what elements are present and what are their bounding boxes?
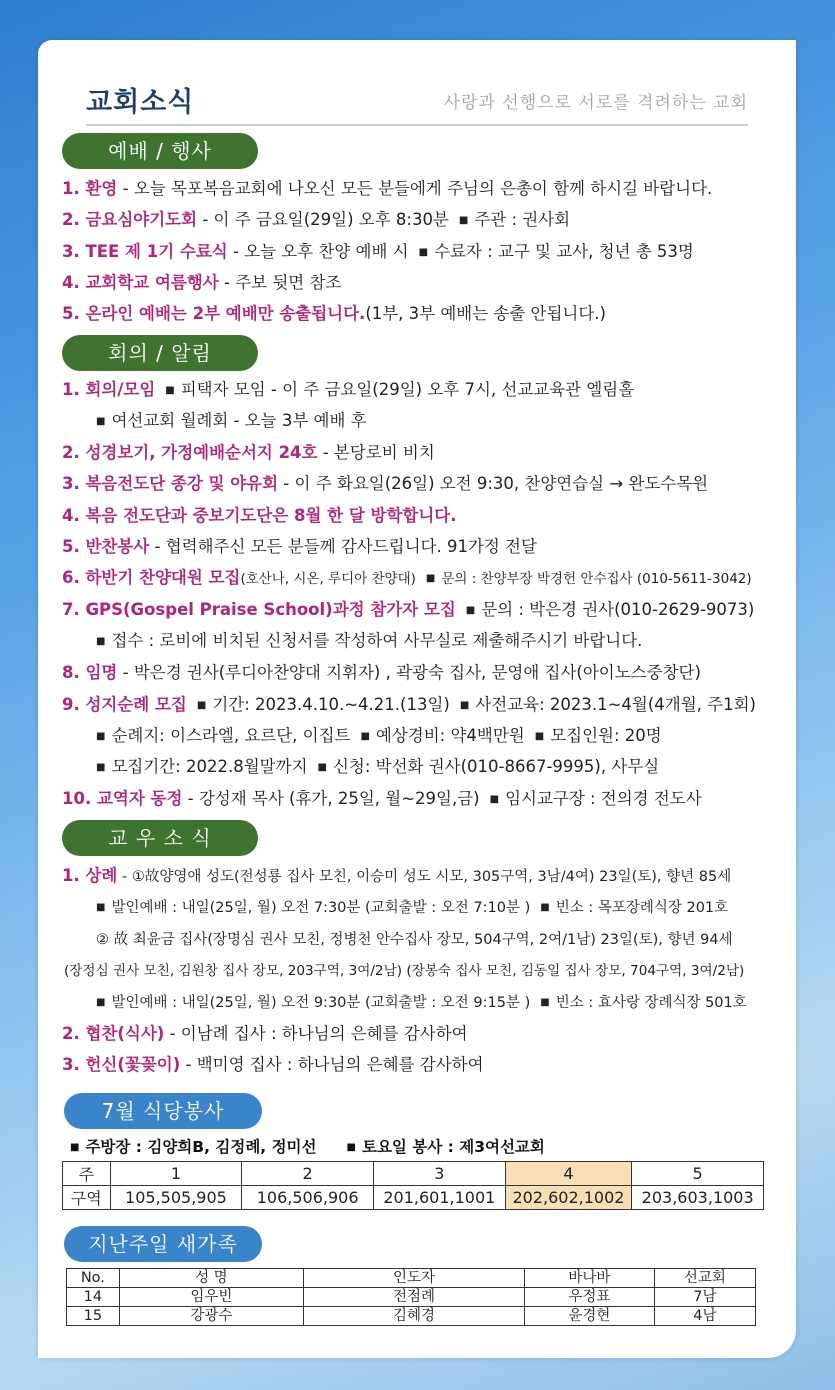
worship-item-2 bbox=[62, 207, 778, 233]
meeting-item-4 bbox=[62, 503, 778, 529]
item-text: - 백미영 집사 : 하나님의 은혜를 감사하여 bbox=[180, 1055, 484, 1074]
news-item-1-sub1 bbox=[62, 895, 778, 921]
table-cell: 5 bbox=[632, 1162, 764, 1186]
bulletin-card bbox=[38, 40, 796, 1358]
bullet-text: ■ 문의 : 박은경 권사(010-2629-9073) bbox=[456, 600, 755, 619]
bullet-text: ■ 접수 : 로비에 비치된 신청서를 작성하여 사무실로 제출해주시기 바랍니다. bbox=[86, 631, 642, 650]
meeting-item-9-sub1 bbox=[62, 723, 778, 749]
bullet-text: ■ 수료자 : 교구 및 교사, 청년 총 53명 bbox=[409, 242, 694, 261]
item-text: - 오늘 오후 찬양 예배 시 bbox=[227, 242, 409, 261]
newfamily-table bbox=[66, 1268, 756, 1326]
bullet-text: ■ 문의 : 찬양부장 박경헌 안수집사 (010-5611-3042) bbox=[416, 571, 752, 587]
table-cell: 1 bbox=[110, 1162, 242, 1186]
table-row bbox=[63, 1186, 764, 1210]
bullet-text: ■ 기간: 2023.4.10.~4.21.(13일) bbox=[187, 695, 450, 714]
item-heading: 3. TEE 제 1기 수료식 bbox=[62, 242, 228, 261]
news-item-1 bbox=[62, 863, 778, 889]
item-heading: 5. 반찬봉사 bbox=[62, 537, 150, 556]
table-cell: 201,601,1001 bbox=[373, 1186, 505, 1210]
table-header: No. bbox=[67, 1269, 120, 1288]
meeting-item-9-sub2 bbox=[62, 754, 778, 780]
table-header: 인도자 bbox=[304, 1269, 525, 1288]
item-text: (장정심 권사 모친, 김원창 집사 장모, 203구역, 3여/2남) (장봉숙 집사 모친, 김동일 집사 장모, 704구역, 3여/2남) bbox=[64, 963, 745, 979]
meeting-item-1 bbox=[62, 377, 778, 403]
table-cell: 전점례 bbox=[304, 1288, 525, 1307]
table-row bbox=[63, 1162, 764, 1186]
item-heading: 3. 헌신(꽃꽂이) bbox=[62, 1055, 181, 1074]
table-cell: 7남 bbox=[654, 1288, 755, 1307]
item-text: - 협력해주신 모든 분들께 감사드립니다. 91가정 전달 bbox=[149, 537, 537, 556]
item-heading: 4. 교회학교 여름행사 bbox=[62, 273, 219, 292]
news-item-2 bbox=[62, 1021, 778, 1047]
table-cell: 우정표 bbox=[524, 1288, 654, 1307]
table-cell: 윤경현 bbox=[524, 1307, 654, 1326]
item-heading: 1. 회의/모임 bbox=[62, 380, 156, 399]
worship-item-1 bbox=[62, 176, 778, 202]
item-heading: 8. 임명 bbox=[62, 663, 118, 682]
table-cell: 4남 bbox=[654, 1307, 755, 1326]
section-pill-meeting: 회의 / 알림 bbox=[62, 335, 258, 371]
table-header-row bbox=[67, 1269, 756, 1288]
service-table bbox=[62, 1161, 764, 1210]
table-header: 바나바 bbox=[524, 1269, 654, 1288]
item-heading: 1. 환영 bbox=[62, 179, 118, 198]
table-cell: 김혜경 bbox=[304, 1307, 525, 1326]
bullet-text: ■ 여선교회 월례회 - 오늘 3부 예배 후 bbox=[86, 411, 367, 430]
item-text: ② 故 최윤금 집사(장명심 권사 모친, 정병천 안수집사 장모, 504구역, 2여/1남) 23일(토), 향년 94세 bbox=[96, 932, 733, 948]
news-item-1-relatives bbox=[62, 958, 778, 984]
bullet-text: ■ 토요일 봉사 : 제3여선교회 bbox=[337, 1138, 545, 1156]
section-pill-newfamily: 지난주일 새가족 bbox=[64, 1226, 262, 1262]
item-heading: 2. 협찬(식사) bbox=[62, 1024, 165, 1043]
worship-item-3 bbox=[62, 239, 778, 265]
meeting-item-10 bbox=[62, 786, 778, 812]
item-text: - 본당로비 비치 bbox=[317, 443, 435, 462]
section-pill-news: 교 우 소 식 bbox=[62, 820, 258, 856]
bullet-text: ■ 발인예배 : 내일(25일, 월) 오전 7:30분 (교회출발 : 오전 7:10분 ) bbox=[86, 900, 530, 916]
item-text: - 이남례 집사 : 하나님의 은혜를 감사하여 bbox=[164, 1024, 468, 1043]
worship-item-5 bbox=[62, 301, 778, 327]
bullet-text: ■ 피택자 모임 - 이 주 금요일(29일) 오후 7시, 선교교육관 엘림홀 bbox=[155, 380, 634, 399]
news-item-1-sub2 bbox=[62, 990, 778, 1016]
news-item-1-second bbox=[62, 927, 778, 953]
item-text: (1부, 3부 예배는 송출 안됩니다.) bbox=[365, 304, 606, 323]
bullet-text: ■ 빈소 : 효사랑 장례식장 501호 bbox=[530, 995, 747, 1011]
table-cell: 2 bbox=[242, 1162, 374, 1186]
table-cell: 202,602,1002 bbox=[505, 1186, 632, 1210]
table-row bbox=[67, 1288, 756, 1307]
item-heading: 10. 교역자 동정 bbox=[62, 789, 183, 808]
service-staff bbox=[60, 1135, 545, 1157]
bullet-text: ■ 신청: 박선화 권사(010-8667-9995), 사무실 bbox=[308, 757, 660, 776]
item-heading: 3. 복음전도단 종강 및 야유회 bbox=[62, 474, 279, 493]
item-heading: 5. 온라인 예배는 2부 예배만 송출됩니다. bbox=[62, 304, 366, 323]
table-header: 선교회 bbox=[654, 1269, 755, 1288]
header-divider bbox=[86, 124, 748, 126]
meeting-item-1-sub bbox=[62, 408, 778, 434]
item-heading: 4. 복음 전도단과 중보기도단은 8월 한 달 방학합니다. bbox=[62, 506, 457, 525]
table-cell: 강광수 bbox=[119, 1307, 303, 1326]
item-text: - ①故양영애 성도(전성룡 집사 모친, 이승미 성도 시모, 305구역, 3남/4여) 23일(토), 향년 85세 bbox=[117, 869, 732, 885]
item-text: - 이 주 금요일(29일) 오후 8:30분 bbox=[197, 210, 449, 229]
meeting-item-5 bbox=[62, 534, 778, 560]
page-subtitle: 사랑과 선행으로 서로를 격려하는 교회 bbox=[443, 93, 748, 113]
item-text: - 강성재 목사 (휴가, 25일, 월~29일,금) bbox=[182, 789, 480, 808]
page-title: 교회소식 bbox=[86, 87, 195, 118]
table-header: 성 명 bbox=[119, 1269, 303, 1288]
bullet-text: ■ 주방장 : 김양희B, 김정례, 정미선 bbox=[60, 1138, 317, 1156]
bullet-text: ■ 발인예배 : 내일(25일, 월) 오전 9:30분 (교회출발 : 오전 9:15분 ) bbox=[86, 995, 530, 1011]
table-cell: 주 bbox=[63, 1162, 111, 1186]
table-cell: 15 bbox=[67, 1307, 120, 1326]
table-cell: 203,603,1003 bbox=[632, 1186, 764, 1210]
section-pill-worship: 예배 / 행사 bbox=[62, 133, 258, 169]
item-text: - 오늘 목포복음교회에 나오신 모든 분들에게 주님의 은총이 함께 하시길 바랍니다. bbox=[117, 179, 713, 198]
bullet-text: ■ 사전교육: 2023.1~4월(4개월, 주1회) bbox=[450, 695, 756, 714]
table-cell: 임우빈 bbox=[119, 1288, 303, 1307]
news-item-3 bbox=[62, 1052, 778, 1078]
table-cell: 4 bbox=[505, 1162, 632, 1186]
meeting-item-2 bbox=[62, 440, 778, 466]
section-pill-service: 7월 식당봉사 bbox=[64, 1093, 262, 1129]
bullet-text: ■ 빈소 : 목포장례식장 201호 bbox=[530, 900, 728, 916]
item-heading: 6. 하반기 찬양대원 모집 bbox=[62, 568, 241, 587]
bullet-text: ■ 모집인원: 20명 bbox=[525, 726, 662, 745]
table-cell: 3 bbox=[373, 1162, 505, 1186]
item-heading: 9. 성지순례 모집 bbox=[62, 695, 187, 714]
meeting-item-7 bbox=[62, 597, 778, 623]
table-cell: 106,506,906 bbox=[242, 1186, 374, 1210]
table-cell: 105,505,905 bbox=[110, 1186, 242, 1210]
item-text: - 이 주 화요일(26일) 오전 9:30, 찬양연습실 → 완도수목원 bbox=[278, 474, 709, 493]
bullet-text: ■ 모집기간: 2022.8월말까지 bbox=[86, 757, 308, 776]
item-text: - 주보 뒷면 참조 bbox=[218, 273, 342, 292]
bullet-text: ■ 예상경비: 약4백만원 bbox=[350, 726, 524, 745]
item-heading: 2. 성경보기, 가정예배순서지 24호 bbox=[62, 443, 318, 462]
meeting-item-8 bbox=[62, 660, 778, 686]
worship-item-4 bbox=[62, 270, 778, 296]
table-cell: 구역 bbox=[63, 1186, 111, 1210]
meeting-item-6 bbox=[62, 565, 778, 591]
bullet-text: ■ 임시교구장 : 전의경 전도사 bbox=[480, 789, 702, 808]
table-cell: 14 bbox=[67, 1288, 120, 1307]
meeting-item-7-sub bbox=[62, 628, 778, 654]
item-text: - 박은경 권사(루디아찬양대 지휘자) , 곽광숙 집사, 문영애 집사(아이노스중창단) bbox=[117, 663, 701, 682]
item-text: (호산나, 시온, 루디아 찬양대) bbox=[240, 571, 416, 587]
bullet-text: ■ 순례지: 이스라엘, 요르단, 이집트 bbox=[86, 726, 350, 745]
table-row bbox=[67, 1307, 756, 1326]
item-heading: 2. 금요심야기도회 bbox=[62, 210, 198, 229]
meeting-item-3 bbox=[62, 471, 778, 497]
meeting-item-9 bbox=[62, 692, 778, 718]
bullet-text: ■ 주관 : 권사회 bbox=[449, 210, 570, 229]
item-heading: 7. GPS(Gospel Praise School)과정 참가자 모집 bbox=[62, 600, 456, 619]
item-heading: 1. 상례 bbox=[62, 866, 118, 885]
